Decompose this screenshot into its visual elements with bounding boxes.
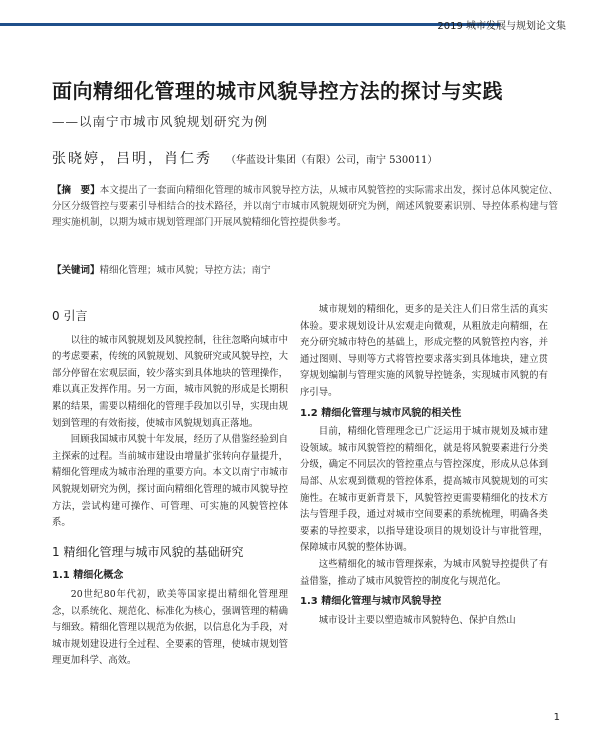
section-1-2-heading: 1.2 精细化管理与城市风貌的相关性 (300, 407, 462, 419)
page-number: 1 (553, 712, 560, 723)
section-1-2-paragraph-1: 目前，精细化管理理念已广泛运用于城市规划及城市建设领域。城市风貌管控的精细化，就是将风貌要素进行分类分级，确定不同层次的管控重点与管控深度，形成从总体到局部、从宏观到微观的管控体系，提高城市风貌规划的可实施性。在城市更新背景下，风貌管控更需要精细化的技术方法与管理手段，通过对城市空间要素的系统梳理，明确各类要素的导控要求，以指导建设项目的规划设计与审批管理，保障城市风貌的整体协调。 (300, 426, 548, 554)
intro-heading: 0 引言 (52, 309, 88, 323)
right-column (300, 302, 548, 629)
running-header (0, 14, 600, 34)
keywords-text: 精细化管理；城市风貌；导控方法；南宁 (99, 265, 271, 276)
abstract-label: 【摘 要】 (52, 185, 100, 196)
paper-title: 面向精细化管理的城市风貌导控方法的探讨与实践 (52, 79, 503, 103)
author-line (52, 148, 572, 168)
left-column (52, 302, 288, 670)
intro-paragraph-1: 以往的城市风貌规划及风貌控制，往往忽略向城市中的考虑要素，传统的风貌规划、风貌研究或风貌导控，大部分停留在宏观层面，较少落实到具体地块的管理操作，难以真正发挥作用。另一方面，城市风貌的形成是长期积累的结果，需要以精细化的管理手段加以引导，实现由规划到管理的有效衔接，使城市风貌规划真正落地。 (52, 334, 288, 429)
keywords (52, 262, 558, 276)
paper-subtitle: ——以南宁市城市风貌规划研究为例 (52, 114, 269, 129)
journal-name: 2019 城市发展与规划论文集 (437, 21, 566, 32)
section-1-3-heading: 1.3 精细化管理与城市风貌导控 (300, 596, 442, 608)
intro-paragraph-2: 回顾我国城市风貌十年发展，经历了从借鉴经验到自主探索的过程。当前城市建设由增量扩张转向存量提升，精细化管理成为城市治理的重要方向。本文以南宁市城市风貌规划研究为例，探讨面向精细化管理的城市风貌导控方法，尝试构建可操作、可管理、可实施的风貌管控体系。 (52, 434, 288, 529)
abstract-text: 本文提出了一套面向精细化管理的城市风貌导控方法，从城市风貌管控的实际需求出发，探讨总体风貌定位、分区分级管控与要素引导相结合的技术路径，并以南宁市城市风貌规划研究为例，阐述风貌要素识别、导控体系构建与管理实施机制，以期为城市规划管理部门开展风貌精细化管控提供参考。 (52, 185, 558, 228)
abstract (52, 183, 558, 231)
section-1-2-paragraph-2: 这些精细化的城市管理探索，为城市风貌导控提供了有益借鉴，推动了城市风貌管控的制度化与规范化。 (300, 558, 548, 587)
section-1-1-heading: 1.1 精细化概念 (52, 570, 124, 582)
keywords-label: 【关键词】 (52, 265, 100, 276)
section-1-1-paragraph: 20世纪80年代初，欧美等国家提出精细化管理理念，以系统化、规范化、标准化为核心，强调管理的精确与细致。精细化管理以规范为依据，以信息化为手段，对城市规划建设进行全过程、全要素的管理，使城市规划管理更加科学、高效。 (52, 588, 288, 667)
author-affiliation: （华蓝设计集团（有限）公司，南宁 530011） (225, 155, 438, 166)
section-1-3-paragraph: 城市设计主要以塑造城市风貌特色、保护自然山 (318, 614, 516, 626)
header-band (0, 23, 500, 26)
title-block (52, 78, 572, 168)
section-1-heading: 1 精细化管理与城市风貌的基础研究 (52, 544, 244, 559)
right-paragraph-1: 城市规划的精细化，更多的是关注人们日常生活的真实体验。要求规划设计从宏观走向微观，从粗放走向精细，在充分研究城市特色的基础上，形成完整的风貌管控内容，并通过图则、导则等方式将管控要求落实到具体地块，建立贯穿规划编制与管理实施的风貌导控链条，实现城市风貌的有序引导。 (300, 304, 548, 398)
author-names: 张晓婷，吕明，肖仁秀 (52, 151, 212, 167)
